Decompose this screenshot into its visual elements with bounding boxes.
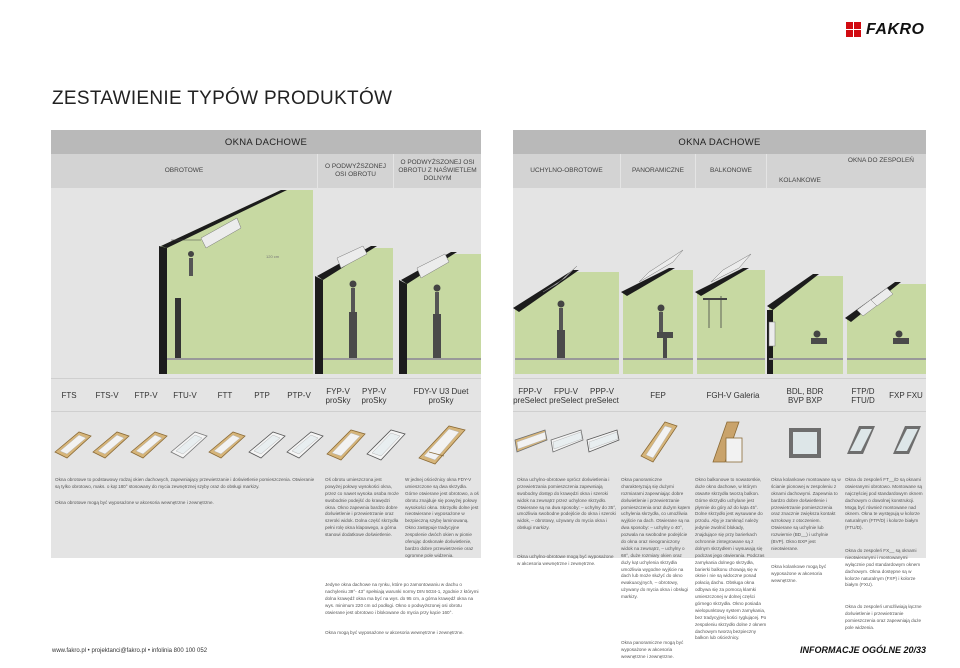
window-image-ptp [249, 432, 285, 458]
desc-panoramiczne-akcesoria: Okna panoramiczne mogą być wyposażone w akcesoria wewnętrzne i zewnętrzne. [621, 640, 684, 659]
window-image-fgh-v [713, 422, 742, 462]
right-panel-header: OKNA DACHOWE [513, 130, 926, 154]
footer-contact: www.fakro.pl • projektanci@fakro.pl • infolinia 800 100 052 [52, 648, 208, 654]
desc-panoramiczne: Okna panoramiczne charakteryzują się dużymi rozmiarami zapewniając dobre doświetlenie i przewietrzanie pomieszczenia oraz dużym kątem uchylenia skrzydła, co umożliwia wyjście na dach. Otwierane są na dwa sposoby: – uchylny o 40°, pozwala na swobodne podejście do okna oraz nieograniczony widok na zewnątrz, – uchylny o 68°, duże rozmiary okien oraz duży kąt uchylenia skrzydła umożliwia wygodne wyjście na dach lub może służyć do okno ewakuacyjnych, – obrotowy, używany do mycia okna i obsługi markizy. [621, 477, 691, 600]
room-illustration-panoramiczne [621, 250, 693, 374]
page-title: ZESTAWIENIE TYPÓW PRODUKTÓW [52, 88, 393, 109]
left-panel-header: OKNA DACHOWE [51, 130, 481, 154]
desc-obrotowe-akcesoria: Okna obrotowe mogą być wyposażone w akcesoria wewnętrzne i zewnętrzne. [55, 500, 214, 505]
fakro-logo [846, 20, 930, 40]
product-code-ftp-d-ftu-d[interactable]: FTP/D FTU/D [851, 386, 875, 405]
window-image-fpp-v [515, 430, 547, 452]
left-room-illustrations-svg [51, 188, 481, 374]
right-room-illustrations-svg [513, 188, 926, 374]
desc-fdy-v: W jednej ościeżnicy okna FDY-V umieszczone są dwa skrzydła. Górne otwierane jest obrotowo, a oś obrotu znajduje się powyżej połowy wysokości okna. Skrzydło dolne jest nieotwierane i wyposażone w bezpieczną szybę laminowaną. Okno zastępuje tradycyjne zespolenie dwóch okien w pionie oferując doskonałe doświetlenie, bardzo dobre przewietrzenie oraz ogromne pole widzenia. [405, 477, 479, 558]
window-image-ftu-v [171, 432, 207, 458]
product-code-ftt[interactable]: FTT [217, 391, 233, 401]
product-code-ftu-v[interactable]: FTU-V [173, 391, 197, 401]
left-product-codes [51, 378, 481, 412]
desc-uchylno-akcesoria: Okna uchylno-obrotowe mogą być wyposażone w akcesoria wewnętrzne i zewnętrzne. [517, 554, 614, 566]
product-code-fgh-v-galeria[interactable]: FGH-V Galeria [706, 391, 760, 401]
product-code-ptp-v[interactable]: PTP-V [287, 391, 311, 401]
product-code-fts[interactable]: FTS [61, 391, 77, 401]
desc-zespolenia-pole: Okna do zespoleń umożliwiają łączne doświetlenie i przewietrzanie pomieszczenia oraz zapewniają duże pole widzenia. [845, 604, 922, 630]
group-header-okna-do-zespolen: OKNA DO ZESPOLEŃ [847, 157, 914, 164]
window-image-bdl [789, 428, 821, 458]
desc-kolankowe-akcesoria: Okna kolankowe mogą być wyposażone w akcesoria wewnętrzne. [771, 564, 827, 583]
window-image-ftp-v [131, 432, 167, 458]
window-image-fdy-v [419, 426, 465, 464]
window-image-pyp-v [367, 430, 405, 460]
left-group-headers [51, 154, 481, 188]
window-image-fpu-v [551, 430, 583, 452]
product-code-fpu-v[interactable]: FPU-V preSelect [549, 386, 583, 405]
desc-uchylno-obrotowe: Okna uchylno-obrotowe oprócz doświetlenia i przewietrzania pomieszczenia zapewniają swobodny dostęp do krawędzi okna i szeroki widok na zewnątrz przez uchylone skrzydło. Otwierane są na dwa sposoby: – uchylny do 35°, umożliwia swobodne podejście do okna i szeroki widok, – obrotowy, używany do mycia okna i obsługi markizy. [517, 477, 617, 531]
desc-balkonowe: Okno balkonowe to nowatorskie, duże okno dachowe, w którym otwarte skrzydła tworzą balkon. Górne skrzydło uchylane jest płynnie do góry aż do kąta 45°. Dolne skrzydło jest wysuwane do przodu. Aby je zamknąć należy jedynie zwolnić blokady, znajdujące się przy barierkach ochronnie zintegrowane są z dolnym skrzydłem i wysuwają się podczas jego otwierania. Podczas zamykania dolnego skrzydła, barierki balkonu chowają się w oknie i nie są widoczne ponad połacią dachu. Obsługa okna odbywa się za pomocą klamki umieszczonej w dolnej części górnego skrzydła. Okno posiada wielopunktowy system zamykania, bez tradycyjnej kości ryglującej. Po zespoleniu skrzydło dolne z oknem dachowym tworzą bezpieczny balkon lub ościeżnicy. [695, 477, 767, 641]
logo-text: FAKRO [866, 21, 925, 38]
product-code-pyp-v-prosky[interactable]: PYP-V proSky [361, 386, 387, 405]
left-product-panel [51, 130, 481, 635]
group-header-podwyzszona-os-naswietle: O PODWYŻSZONEJ OSI OBROTU Z NAŚWIETLEM DOLNYM [393, 154, 481, 188]
product-code-ptp[interactable]: PTP [254, 391, 270, 401]
room-illustration-kolankowe [767, 274, 843, 374]
desc-obrotowe: Okna obrotowe to podstawowy rodzaj okien dachowych, zapewniający przewietrzanie i doświetlenie pomieszczenia. Otwieranie są tylko obrotowo, maks. o kąt 180° stosowany do mycia zewnętrznej szyby oraz do obsługi markizy. [55, 477, 315, 489]
product-code-ppp-v[interactable]: PPP-V preSelect [585, 386, 619, 405]
desc-zespolenia-fx: Okna do zespoleń FX__ są oknami nieotwieranymi i montowanymi wyłącznie pod standardowym oknem dachowym. Okna dostępne są w kolorze naturalnym (FXP) i kolorze białym (FXU). [845, 548, 921, 588]
window-image-ftp-d [847, 426, 875, 454]
room-illustration-podwyzszona-os [315, 246, 393, 374]
room-illustration-naswietle [399, 252, 481, 374]
left-room-illustrations [51, 188, 481, 374]
group-header-balkonowe: BALKONOWE [695, 154, 766, 188]
room-illustration-uchylno-obrotowe [513, 266, 619, 374]
desc-podwyzszona-os: Oś obrotu umieszczona jest powyżej połowy wysokości okna, przez co nawet wysoka osoba może swobodnie podejść do krawędzi okna. Okno zapewnia bardzo dobre doświetlenie i przewietrzanie oraz szeroki widok. Dolna część skrzydła pełni rolę okna klapowego, a górna stanowi dodatkowe doświetlenie. [325, 477, 399, 538]
footer-page-info: INFORMACJE OGÓLNE 20/33 [799, 645, 926, 655]
window-image-fxp [893, 426, 921, 454]
desc-kolankowe: Okna kolankowe montowane są w ścianie pionowej w zespoleniu z oknami dachowymi. Zapewnia to bardzo dobre doświetlenie i przewietrzanie pomieszczenia oraz znacznie zwiększa kontakt wzrokowy z otoczeniem. Otwierane są uchylnie lub rozwiernie (BD__) i uchylnie (BVP). Okno BXP jest nieotwierane. [771, 477, 841, 551]
product-code-fdy-v-u3-duet[interactable]: FDY-V U3 Duet proSky [413, 386, 469, 405]
right-product-codes [513, 378, 926, 412]
desc-din-norm: Jedyne okna dachowe na rynku, które po zamontowaniu w dachu o nachyleniu 39°- 43° spełniają warunki normy DIN 5034-1, zgodnie z którymi dolna krawędź okna ma być na wys. do 95 cm, a górna krawędź okna na wys. minimum 220 cm od podłogi. Okno o podwyższonej osi obrotu otwierane jest obrotowo i blokowane do mycia przy kącie 160°. [325, 582, 479, 615]
room-illustration-balkonowe [695, 254, 765, 374]
desc-zespolenia-ft-d: Okna do zespoleń FT__/D są oknami otwieranymi obrotowo. Montowane są najczęściej pod standardowym oknem dachowym o dowolnej konstrukcji. Mogą być również montowane nad oknem. Okna te występują w kolorze naturalnym (FTP/D) i kolorze białym (FTU/D). [845, 477, 923, 531]
svg-text:120 cm: 120 cm [266, 254, 280, 259]
window-image-ptp-v [287, 432, 323, 458]
left-window-images-svg [51, 418, 481, 466]
group-header-obrotowe: OBROTOWE [164, 166, 204, 174]
product-code-fts-v[interactable]: FTS-V [95, 391, 119, 401]
product-code-fxp-fxu[interactable]: FXP FXU [889, 391, 923, 401]
group-header-panoramiczne: PANORAMICZNE [620, 154, 695, 188]
right-window-images [513, 418, 926, 466]
right-window-images-svg [513, 418, 926, 466]
window-image-fyp-v [327, 430, 365, 460]
group-header-zespolenia [766, 154, 926, 188]
right-group-headers [513, 154, 926, 188]
window-image-fts [55, 432, 91, 458]
product-code-fep[interactable]: FEP [650, 391, 666, 401]
product-code-bdl-bdr-bvp-bxp[interactable]: BDL, BDR BVP BXP [786, 386, 824, 405]
group-header-kolankowe: KOLANKOWE [779, 176, 821, 184]
desc-akcesoria: Okna mogą być wyposażone w akcesoria wewnętrzne i zewnętrzne. [325, 630, 464, 635]
window-image-ppp-v [587, 430, 619, 452]
window-image-fep [641, 422, 677, 462]
window-image-fts-v [93, 432, 129, 458]
product-code-fpp-v[interactable]: FPP-V preSelect [513, 386, 547, 405]
fakro-logo-mark-icon [846, 22, 862, 38]
window-image-ftt [209, 432, 245, 458]
group-header-uchylno-obrotowe: UCHYLNO-OBROTOWE [530, 166, 603, 174]
right-room-illustrations [513, 188, 926, 374]
room-illustration-obrotowe [159, 190, 313, 374]
room-illustration-zespolenia [845, 282, 926, 374]
product-code-ftp-v[interactable]: FTP-V [134, 391, 158, 401]
group-header-podwyzszona-os: O PODWYŻSZONEJ OSI OBROTU [317, 154, 393, 188]
left-window-images [51, 418, 481, 466]
product-code-fyp-v-prosky[interactable]: FYP-V proSky [325, 386, 351, 405]
